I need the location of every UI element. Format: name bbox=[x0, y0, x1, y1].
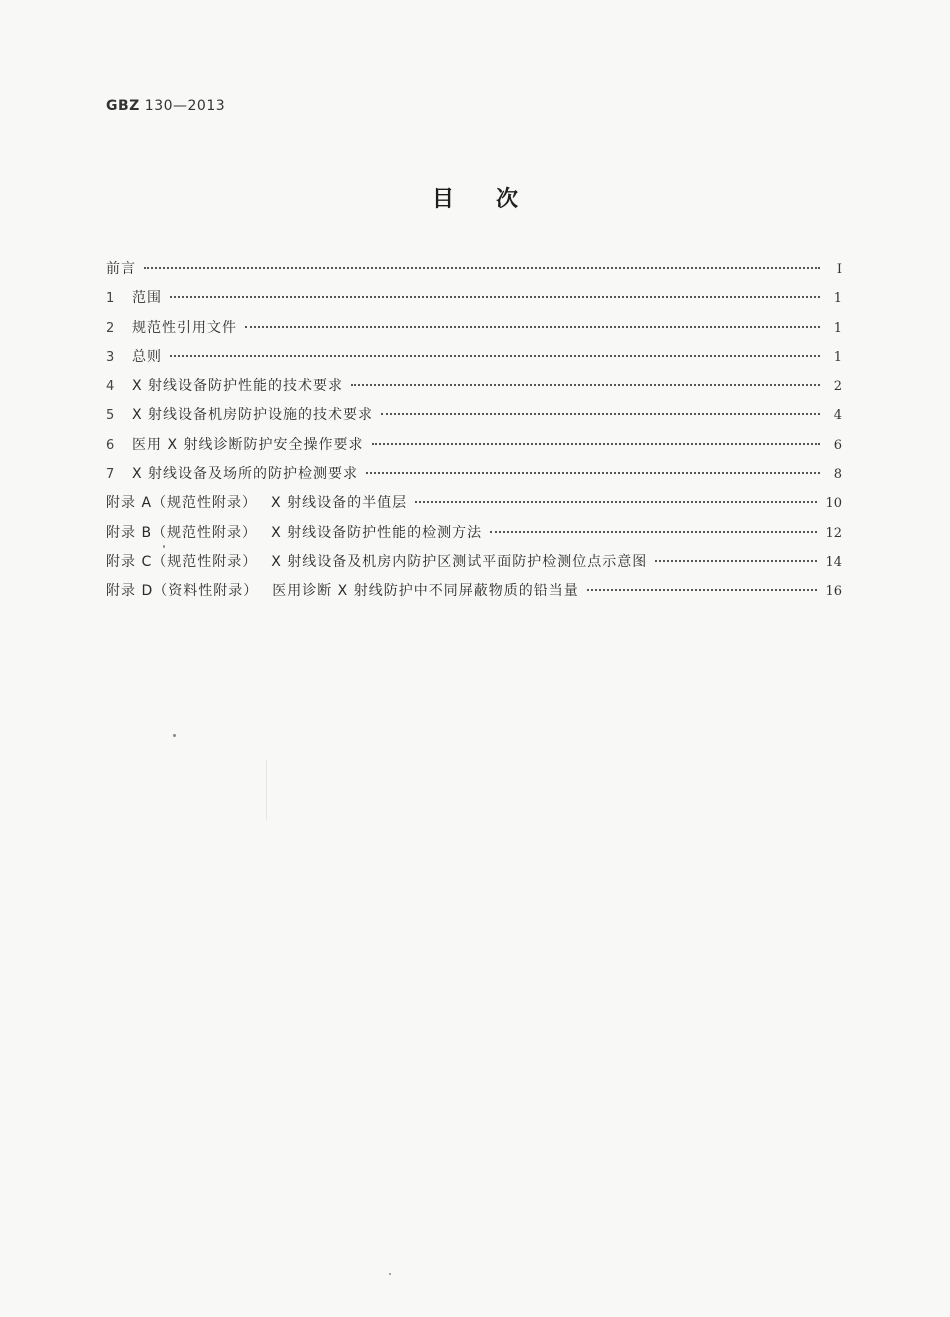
toc-page-number: 6 bbox=[833, 437, 842, 453]
table-of-contents bbox=[106, 258, 842, 610]
standard-code bbox=[106, 98, 225, 114]
toc-section-number: 5 bbox=[106, 408, 115, 424]
toc-page-number: 1 bbox=[833, 349, 842, 365]
scan-artifact bbox=[266, 760, 267, 820]
toc-section-number: 7 bbox=[106, 467, 115, 483]
toc-page-number: 4 bbox=[833, 408, 842, 424]
toc-entry[interactable] bbox=[106, 375, 842, 404]
toc-leader-dots bbox=[655, 560, 817, 562]
scan-speck bbox=[163, 545, 165, 548]
toc-page-number: 12 bbox=[825, 525, 842, 541]
toc-entry-title: 医用诊断 X 射线防护中不同屏蔽物质的铅当量 bbox=[272, 583, 579, 600]
toc-entry[interactable] bbox=[106, 317, 842, 346]
toc-entry[interactable] bbox=[106, 404, 842, 433]
toc-annex-label: 附录 B（规范性附录） bbox=[106, 524, 258, 541]
toc-annex-label: 附录 D（资料性附录） bbox=[106, 583, 259, 600]
scan-speck bbox=[389, 1273, 391, 1275]
toc-leader-dots bbox=[245, 326, 820, 328]
toc-page-number: Ⅰ bbox=[836, 262, 842, 277]
toc-entry-title: 医用 X 射线诊断防护安全操作要求 bbox=[132, 436, 364, 453]
toc-leader-dots bbox=[372, 443, 821, 445]
toc-entry[interactable] bbox=[106, 463, 842, 492]
toc-entry-title: X 射线设备的半值层 bbox=[271, 495, 408, 512]
toc-page-number: 14 bbox=[825, 554, 842, 570]
toc-entry-title: 规范性引用文件 bbox=[132, 319, 237, 336]
toc-page-number: 8 bbox=[833, 467, 842, 483]
toc-entry-title: 总则 bbox=[132, 348, 162, 365]
toc-entry-title: X 射线设备防护性能的技术要求 bbox=[132, 378, 344, 395]
toc-leader-dots bbox=[170, 296, 820, 298]
toc-entry[interactable] bbox=[106, 551, 842, 580]
toc-section-number: 6 bbox=[106, 437, 115, 453]
toc-entry[interactable] bbox=[106, 434, 842, 463]
toc-section-number: 3 bbox=[106, 349, 115, 365]
toc-entry-title: X 射线设备及场所的防护检测要求 bbox=[132, 466, 359, 483]
toc-entry[interactable] bbox=[106, 492, 842, 521]
scan-speck bbox=[173, 734, 176, 737]
toc-leader-dots bbox=[170, 355, 820, 357]
toc-annex-label: 附录 C（规范性附录） bbox=[106, 553, 258, 570]
toc-leader-dots bbox=[366, 472, 820, 474]
toc-page-number: 1 bbox=[833, 291, 842, 307]
toc-entry[interactable] bbox=[106, 287, 842, 316]
toc-section-number: 2 bbox=[106, 320, 115, 336]
toc-annex-label: 附录 A（规范性附录） bbox=[106, 495, 258, 512]
toc-page-number: 2 bbox=[833, 379, 842, 395]
toc-leader-dots bbox=[415, 501, 817, 503]
toc-entry[interactable] bbox=[106, 522, 842, 551]
toc-entry[interactable] bbox=[106, 258, 842, 287]
standard-number: 130—2013 bbox=[144, 98, 226, 114]
toc-entry[interactable] bbox=[106, 580, 842, 609]
toc-title: 目次 bbox=[431, 187, 560, 212]
toc-leader-dots bbox=[490, 531, 817, 533]
standard-prefix: GBZ bbox=[106, 98, 140, 114]
toc-leader-dots bbox=[351, 384, 820, 386]
toc-section-number: 4 bbox=[106, 379, 115, 395]
toc-entry-title: X 射线设备机房防护设施的技术要求 bbox=[132, 407, 374, 424]
toc-entry-title: X 射线设备防护性能的检测方法 bbox=[271, 524, 483, 541]
toc-leader-dots bbox=[144, 267, 820, 269]
toc-entry[interactable] bbox=[106, 346, 842, 375]
toc-section-number: 1 bbox=[106, 291, 115, 307]
toc-page-number: 10 bbox=[825, 496, 842, 512]
toc-page-number: 1 bbox=[833, 320, 842, 336]
toc-entry-title: X 射线设备及机房内防护区测试平面防护检测位点示意图 bbox=[271, 553, 648, 570]
toc-entry-title: 前言 bbox=[106, 261, 136, 277]
toc-leader-dots bbox=[587, 589, 818, 591]
toc-leader-dots bbox=[381, 413, 820, 415]
toc-entry-title: 范围 bbox=[132, 290, 162, 307]
toc-page-number: 16 bbox=[825, 584, 842, 600]
